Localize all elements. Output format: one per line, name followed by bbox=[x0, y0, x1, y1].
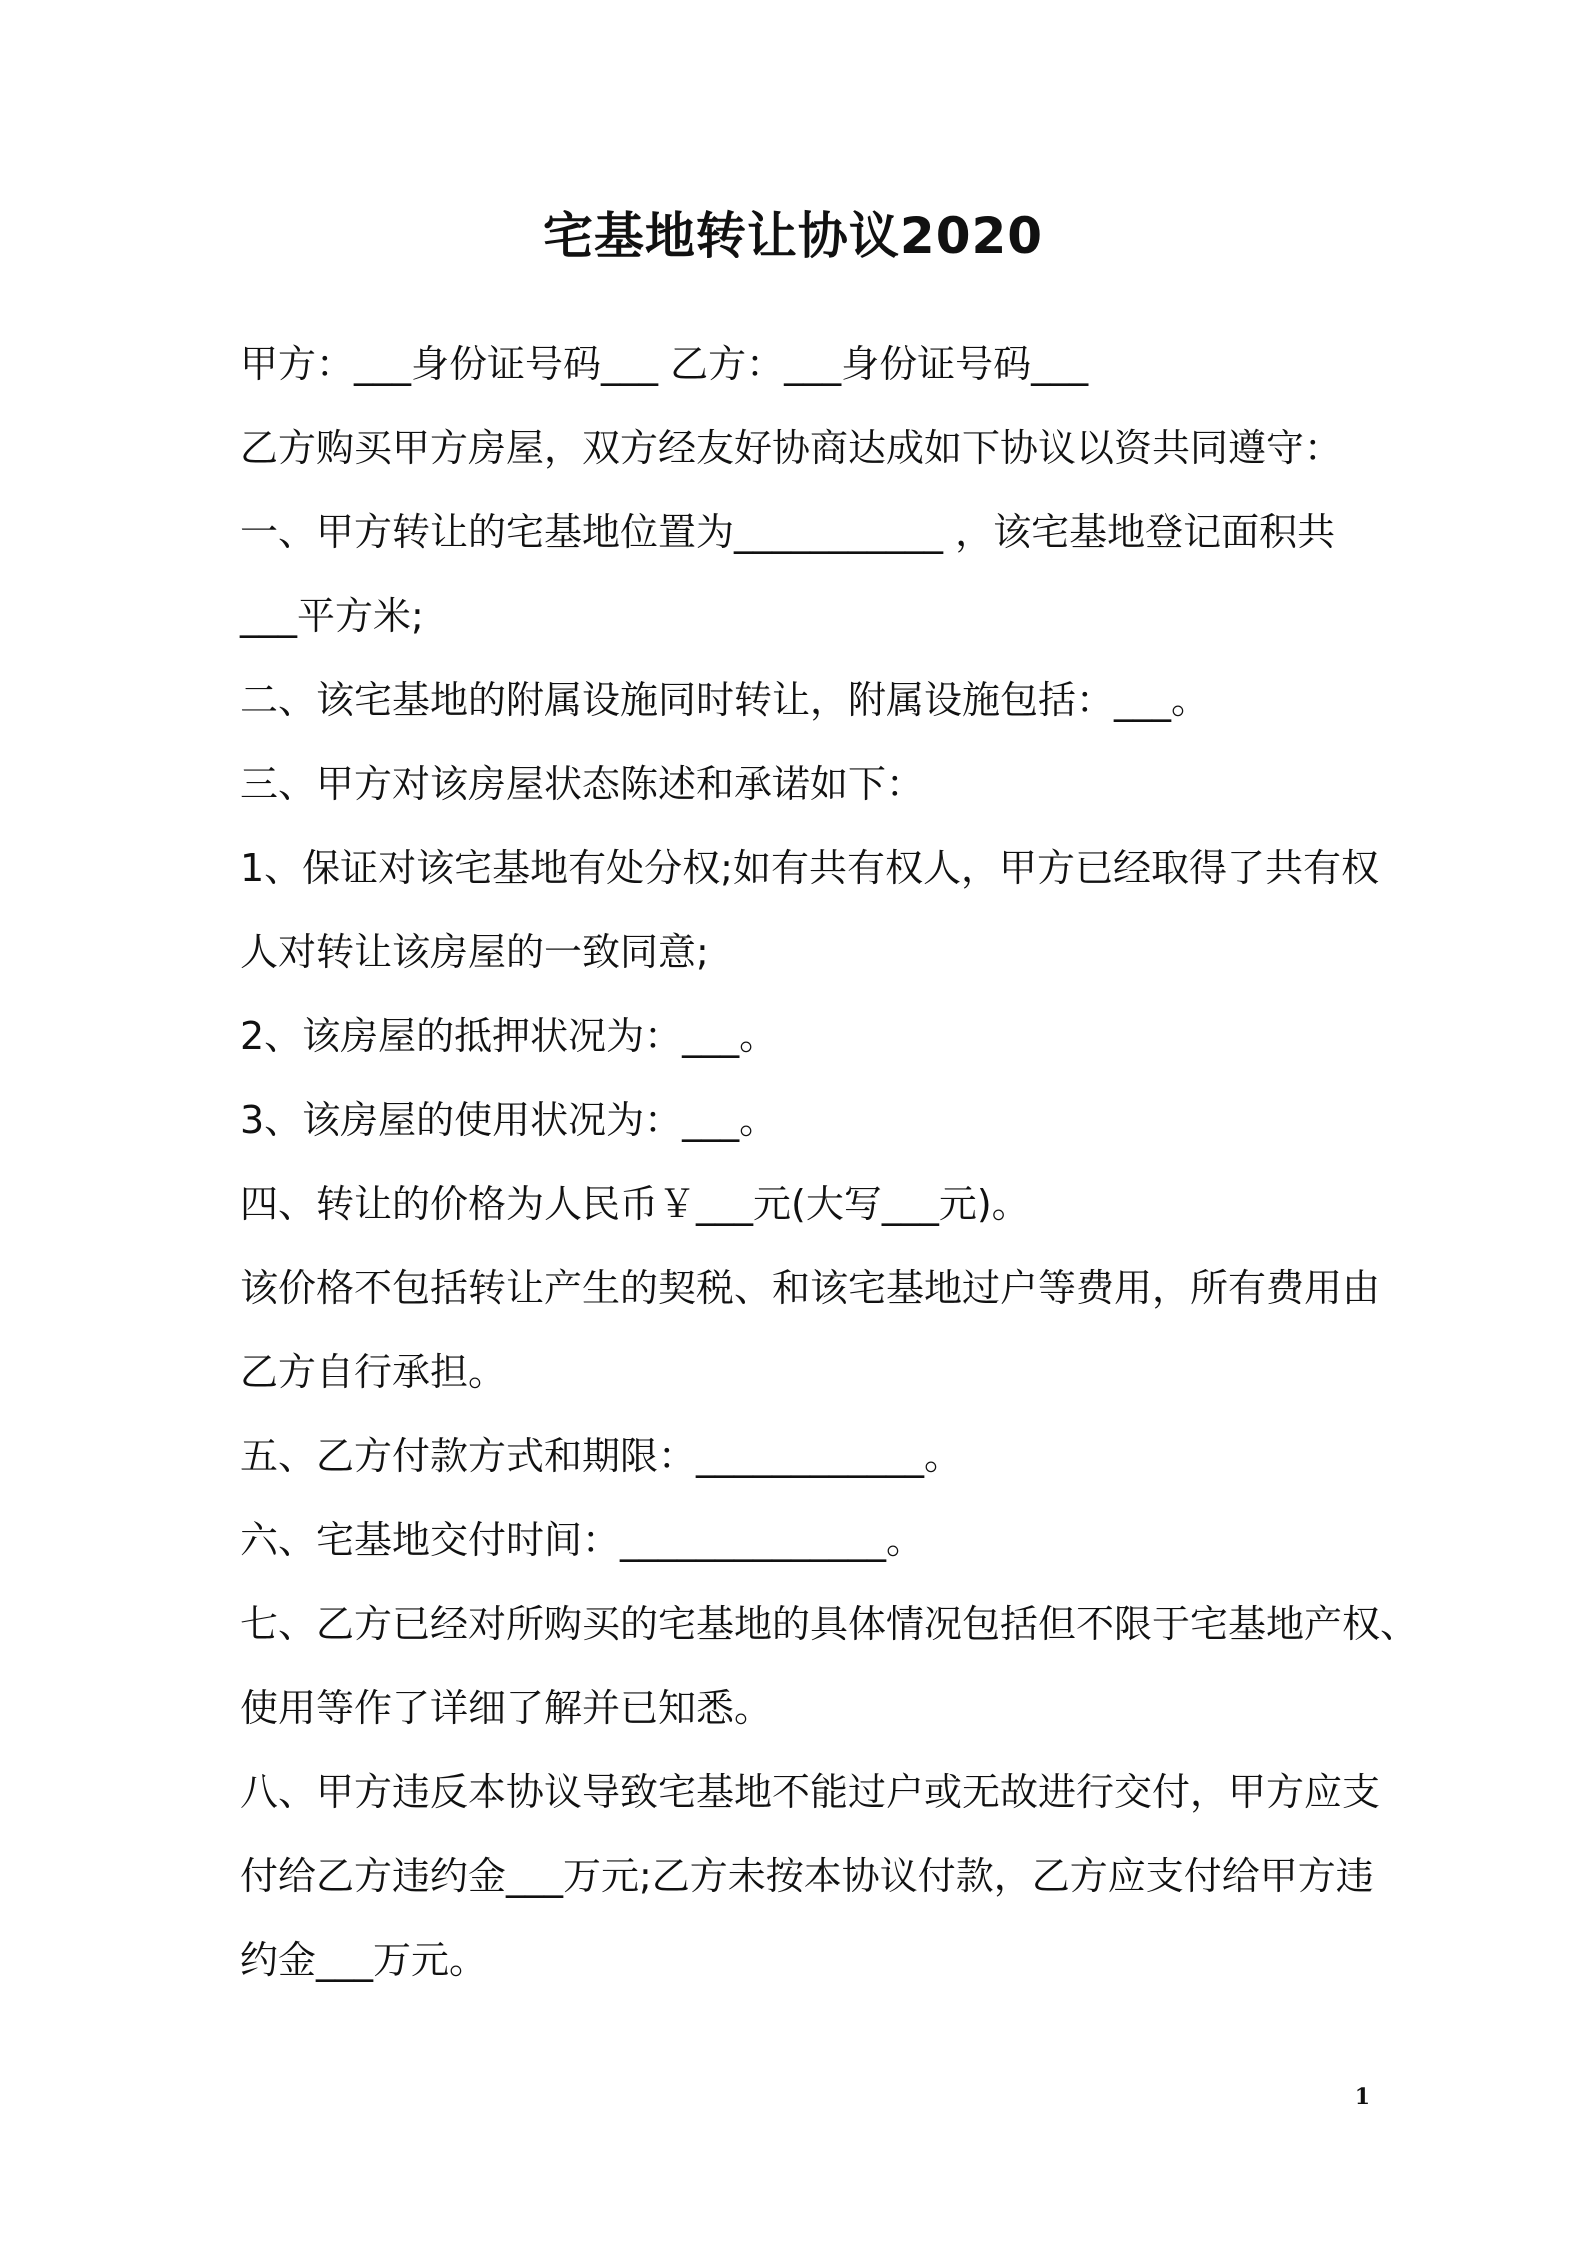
clause-3-item-2-line: 2、该房屋的抵押状况为：___。 bbox=[240, 1014, 778, 1058]
price-note-line-1: 该价格不包括转让产生的契税、和该宅基地过户等费用，所有费用由 bbox=[240, 1266, 1381, 1310]
clause-3-item-1-line-2: 人对转让该房屋的一致同意; bbox=[240, 930, 709, 974]
clause-3-item-1-line-1: 1、保证对该宅基地有处分权;如有共有权人，甲方已经取得了共有权 bbox=[240, 846, 1379, 890]
clause-3-line: 三、甲方对该房屋状态陈述和承诺如下： bbox=[240, 762, 925, 806]
document-title: 宅基地转让协议2020 bbox=[542, 207, 1044, 265]
clause-1-line-2: ___平方米; bbox=[240, 594, 424, 638]
clause-7-line-1: 七、乙方已经对所购买的宅基地的具体情况包括但不限于宅基地产权、 bbox=[240, 1602, 1419, 1646]
clause-5-line: 五、乙方付款方式和期限：____________。 bbox=[240, 1434, 963, 1478]
clause-2-line: 二、该宅基地的附属设施同时转让，附属设施包括：___。 bbox=[240, 678, 1210, 722]
clause-1-line-1: 一、甲方转让的宅基地位置为___________ ，该宅基地登记面积共 bbox=[240, 510, 1336, 554]
price-note-line-2: 乙方自行承担。 bbox=[240, 1350, 507, 1394]
page-number: 1 bbox=[1354, 2084, 1370, 2110]
preamble-line: 乙方购买甲方房屋，双方经友好协商达成如下协议以资共同遵守： bbox=[240, 426, 1343, 470]
clause-6-line: 六、宅基地交付时间：______________。 bbox=[240, 1518, 925, 1562]
party-info-line: 甲方：___身份证号码___ 乙方：___身份证号码___ bbox=[240, 342, 1089, 386]
document-body bbox=[240, 322, 1419, 2002]
clause-4-line: 四、转让的价格为人民币￥___元(大写___元)。 bbox=[240, 1182, 1030, 1226]
clause-8-line-1: 八、甲方违反本协议导致宅基地不能过户或无故进行交付，甲方应支 bbox=[240, 1770, 1381, 1814]
clause-3-item-3-line: 3、该房屋的使用状况为：___。 bbox=[240, 1098, 778, 1142]
clause-8-line-2: 付给乙方违约金___万元;乙方未按本协议付款，乙方应支付给甲方违 bbox=[240, 1854, 1374, 1898]
clause-8-line-3: 约金___万元。 bbox=[240, 1938, 488, 1982]
clause-7-line-2: 使用等作了详细了解并已知悉。 bbox=[240, 1686, 773, 1730]
